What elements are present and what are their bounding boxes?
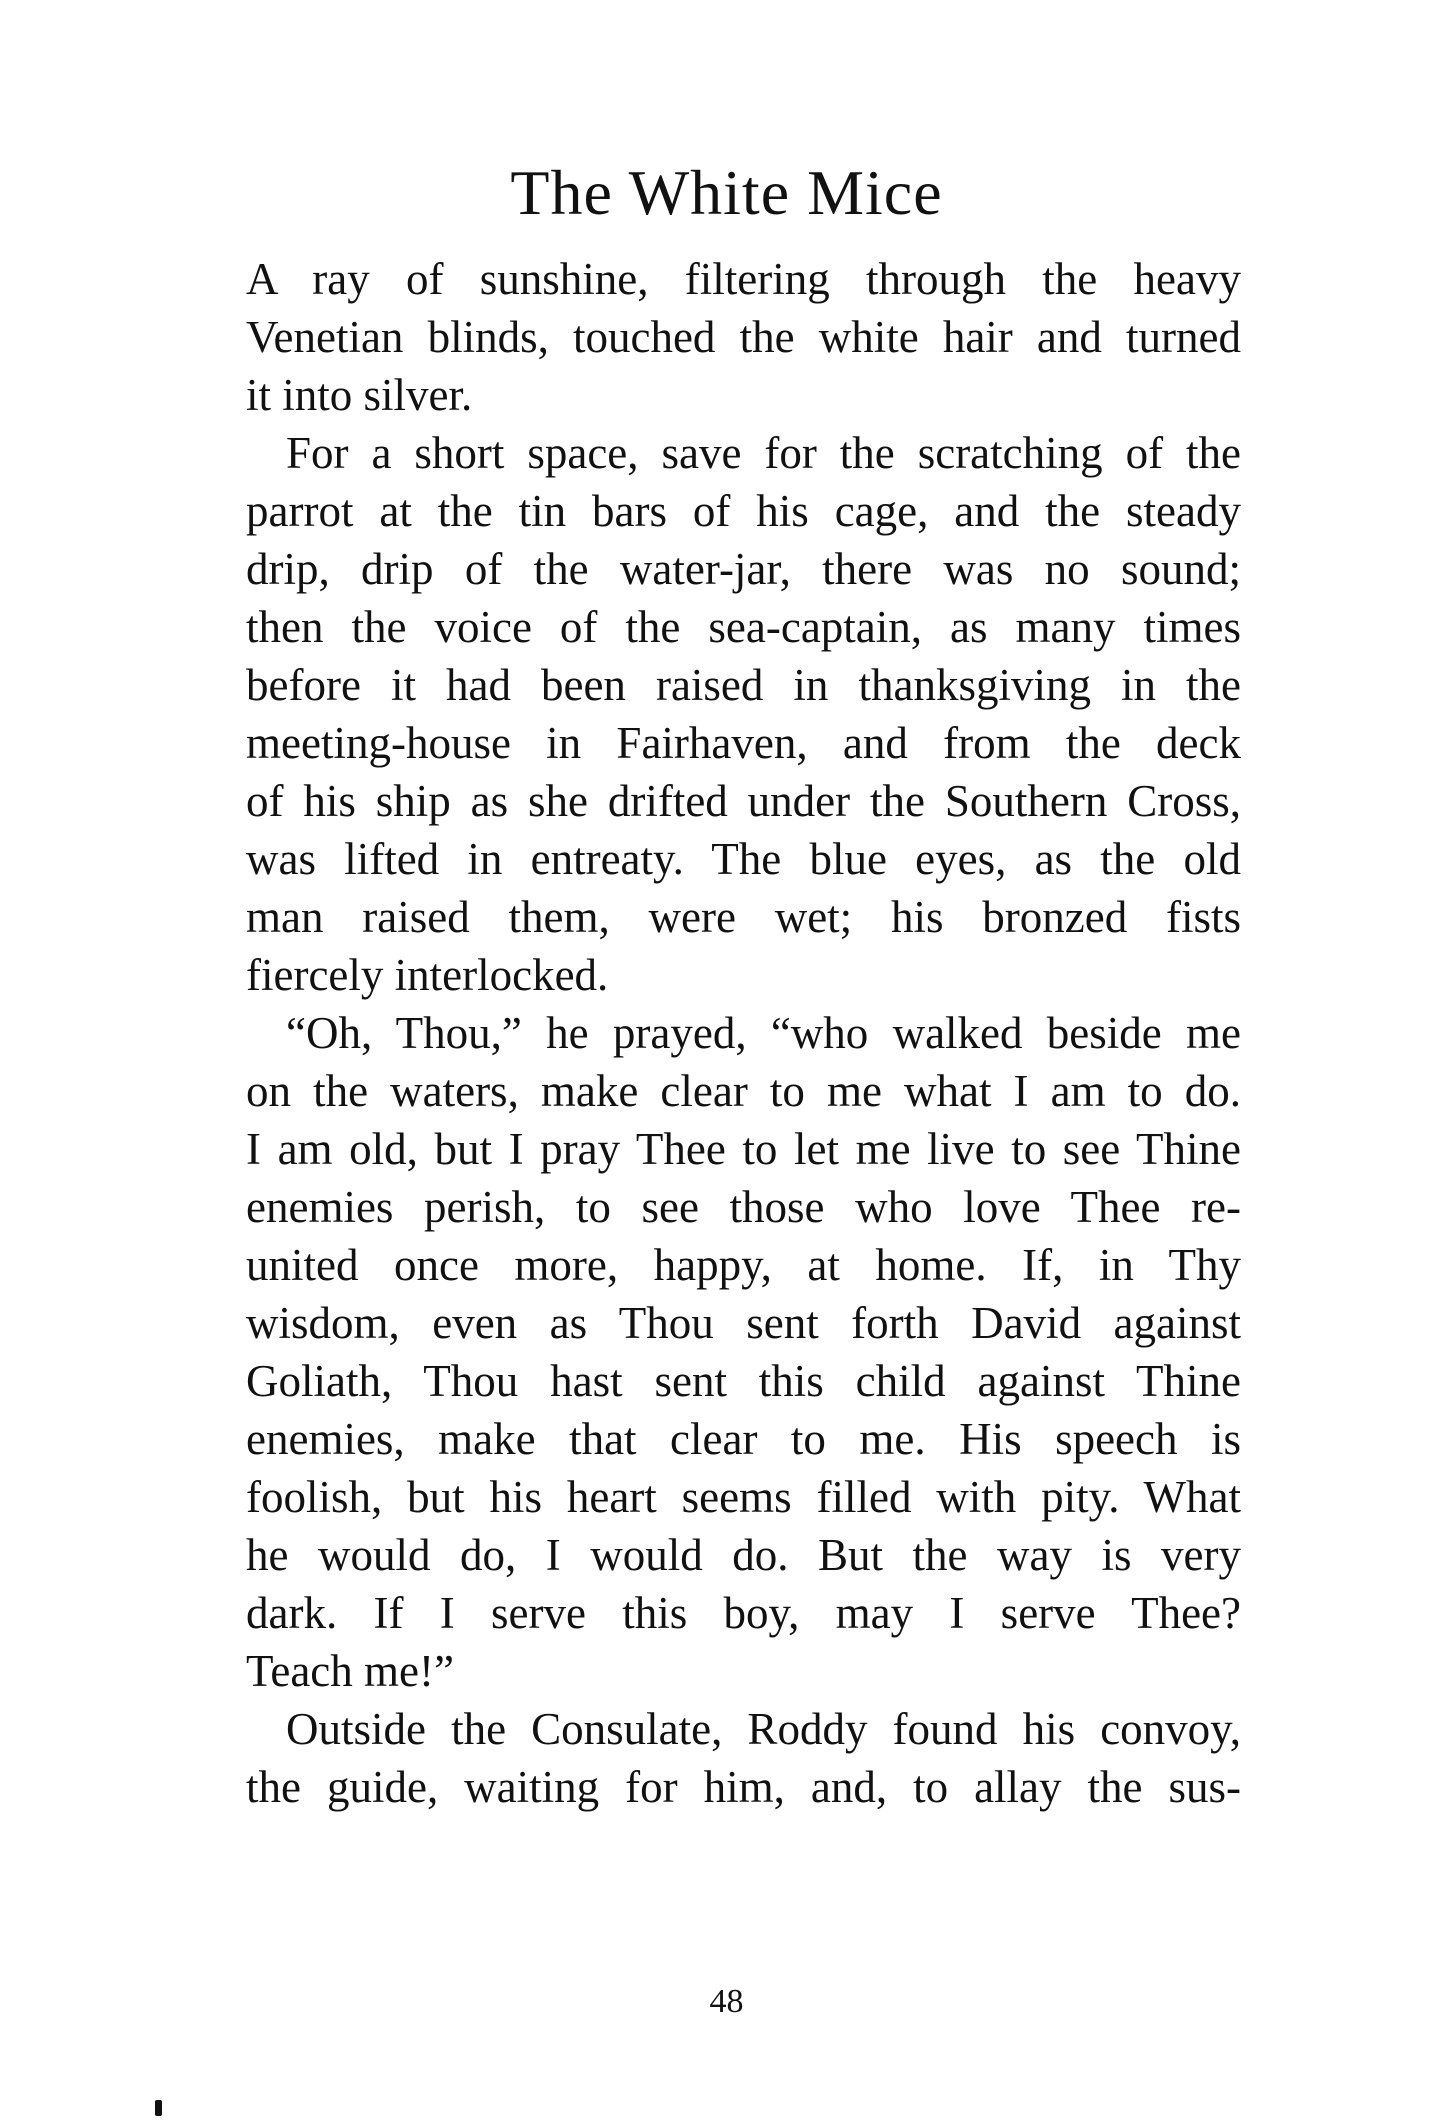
print-speck — [155, 2100, 162, 2116]
text-line: enemies perish, to see those who love Thee re- — [246, 1182, 1241, 1232]
body-text — [246, 250, 1241, 1816]
text-line: united once more, happy, at home. If, in Thy — [246, 1240, 1241, 1290]
text-line: wisdom, even as Thou sent forth David against — [246, 1298, 1241, 1348]
paragraph — [246, 1700, 1241, 1816]
text-line: it into silver. — [246, 370, 473, 420]
text-line: man raised them, were wet; his bronzed fists — [246, 892, 1241, 942]
text-line: was lifted in entreaty. The blue eyes, as the old — [246, 834, 1241, 884]
text-line: meeting-house in Fairhaven, and from the deck — [246, 718, 1241, 768]
text-line: drip, drip of the water-jar, there was no sound; — [246, 544, 1241, 594]
text-line: dark. If I serve this boy, may I serve Thee? — [246, 1588, 1241, 1638]
text-line: Outside the Consulate, Roddy found his convoy, — [286, 1704, 1241, 1754]
text-line: Venetian blinds, touched the white hair and turned — [246, 312, 1241, 362]
text-line: “Oh, Thou,” he prayed, “who walked beside me — [286, 1008, 1241, 1058]
text-line: fiercely interlocked. — [246, 950, 609, 1000]
text-line: on the waters, make clear to me what I am to do. — [246, 1066, 1241, 1116]
text-line: enemies, make that clear to me. His speech is — [246, 1414, 1241, 1464]
text-line: For a short space, save for the scratching of the — [286, 428, 1241, 478]
page-number: 48 — [709, 1983, 744, 2020]
paragraph — [246, 250, 1241, 424]
text-line: of his ship as she drifted under the Southern Cross, — [246, 776, 1241, 826]
running-head: The White Mice — [510, 157, 943, 228]
text-line: parrot at the tin bars of his cage, and the steady — [246, 486, 1241, 536]
text-line: I am old, but I pray Thee to let me live to see Thine — [246, 1124, 1241, 1174]
text-line: he would do, I would do. But the way is very — [246, 1530, 1241, 1580]
text-line: A ray of sunshine, filtering through the heavy — [246, 254, 1241, 304]
text-line: before it had been raised in thanksgiving in the — [246, 660, 1241, 710]
text-line: Teach me!” — [246, 1646, 454, 1696]
paragraph — [246, 424, 1241, 1004]
text-line: Goliath, Thou hast sent this child against Thine — [246, 1356, 1241, 1406]
text-line: foolish, but his heart seems filled with pity. What — [246, 1472, 1241, 1522]
text-line: then the voice of the sea-captain, as many times — [246, 602, 1241, 652]
text-line: the guide, waiting for him, and, to allay the sus- — [246, 1762, 1241, 1812]
paragraph — [246, 1004, 1241, 1700]
